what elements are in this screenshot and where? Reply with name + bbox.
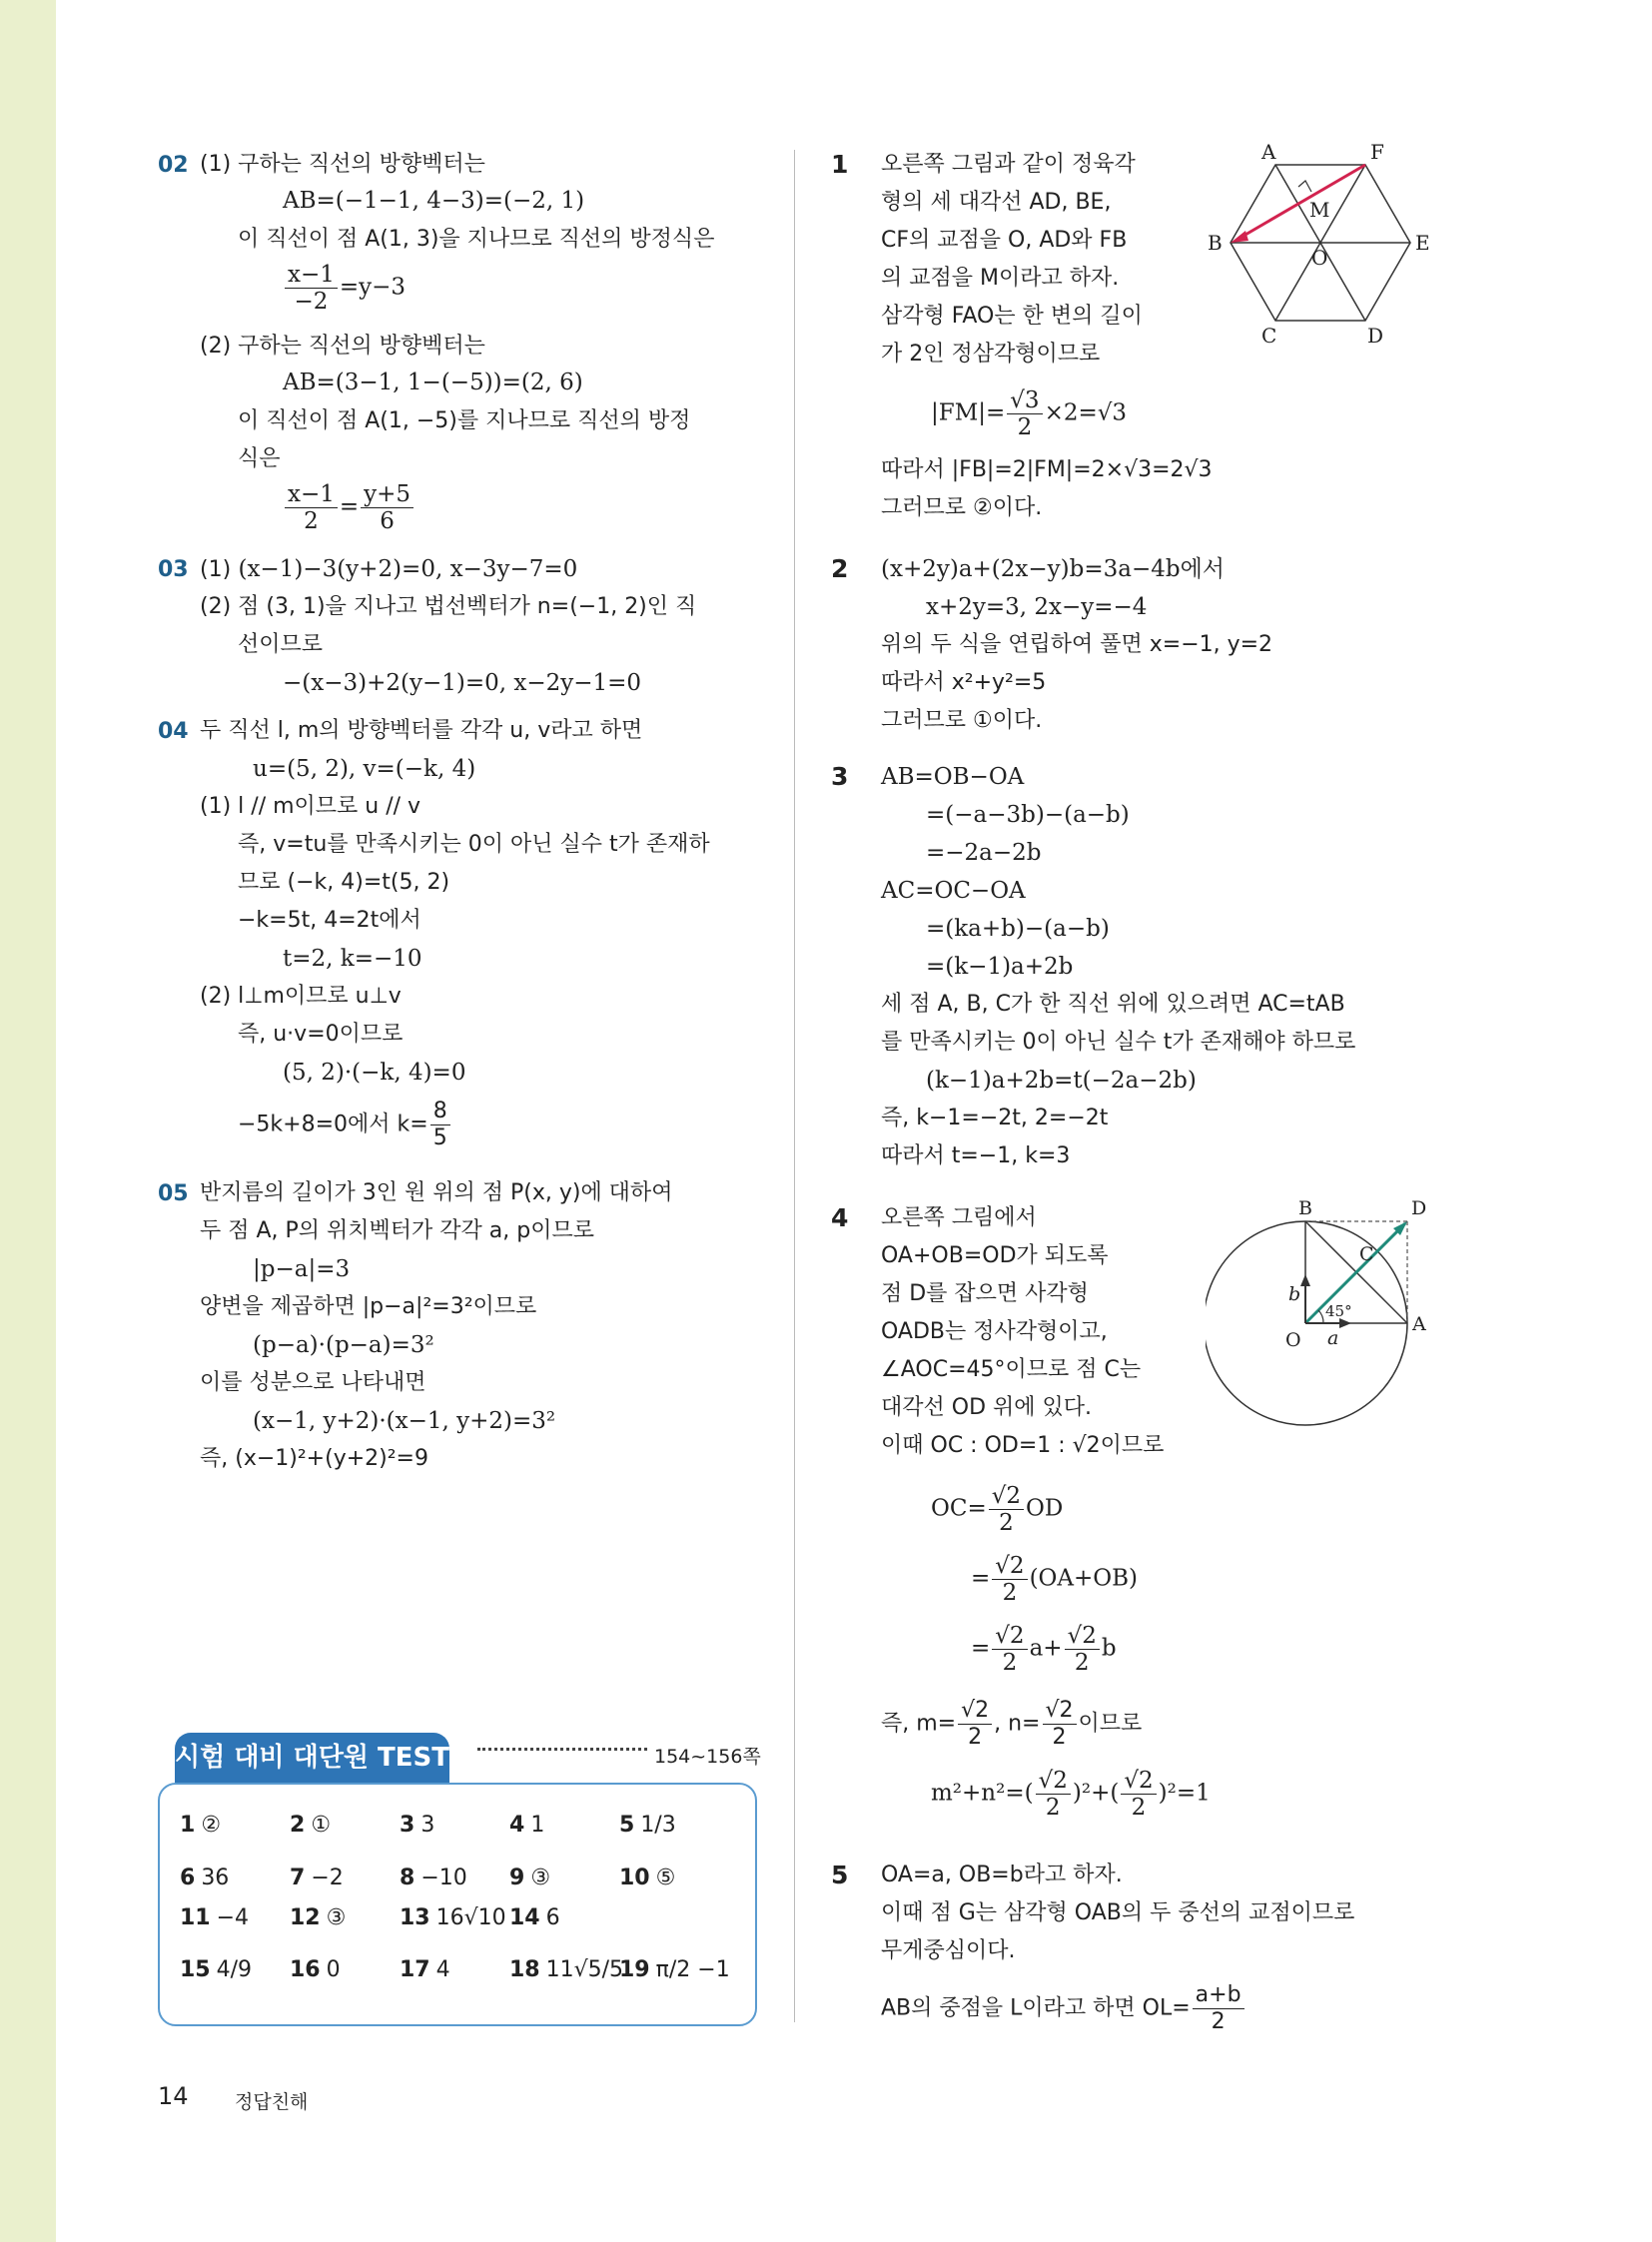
- text-line: 세 점 A, B, C가 한 직선 위에 있으려면 AC=tAB: [881, 992, 1345, 1017]
- footer-label: 정답친해: [235, 2091, 309, 2113]
- equation: u=(5, 2), v=(−k, 4): [253, 756, 476, 782]
- text-line: 이를 성분으로 나타내면: [200, 1370, 426, 1395]
- text-line: OA=a, OB=b라고 하자.: [881, 1863, 1123, 1887]
- vector-OD: [1305, 1223, 1405, 1323]
- problem-4: 4: [831, 1203, 849, 1232]
- text-line: −5k+8=0에서 k= $\frac{8}{5}$: [238, 1099, 452, 1151]
- hexagon-figure: [1196, 135, 1465, 360]
- text-line: (2) 구하는 직선의 방향벡터는: [200, 334, 485, 359]
- text-line: 위의 두 식을 연립하여 풀면 x=−1, y=2: [881, 632, 1273, 657]
- text-line: 를 만족시키는 0이 아닌 실수 t가 존재해야 하므로: [881, 1030, 1356, 1055]
- text-line: 즉, k−1=−2t, 2=−2t: [881, 1106, 1109, 1130]
- label-A: A: [1261, 140, 1276, 164]
- equation: (5, 2)·(−k, 4)=0: [283, 1060, 466, 1086]
- label-A: A: [1412, 1313, 1426, 1335]
- problem-2: 2: [831, 554, 849, 583]
- text-line: 즉, u·v=0이므로: [238, 1022, 404, 1047]
- text-line: 즉, m= $\frac{√2}{2}$ , n= $\frac{√2}{2}$ 이므로: [881, 1698, 1143, 1750]
- text-line: 즉, (x−1)²+(y+2)²=9: [200, 1446, 428, 1471]
- text-line: 형의 세 대각선 AD, BE,: [881, 190, 1112, 215]
- text-line: 므로 (−k, 4)=t(5, 2): [238, 870, 450, 895]
- label-D: D: [1367, 324, 1384, 348]
- text-line: 무게중심이다.: [881, 1938, 1016, 1963]
- text-line: 즉, v=tu를 만족시키는 0이 아닌 실수 t가 존재하: [238, 832, 710, 857]
- text-line: −k=5t, 4=2t에서: [238, 908, 421, 933]
- label-B: B: [1298, 1198, 1312, 1219]
- equation: (k−1)a+2b=t(−2a−2b): [926, 1068, 1197, 1094]
- equation: =(−a−3b)−(a−b): [926, 802, 1130, 828]
- problem-02: [158, 150, 189, 181]
- text-line: (1) 구하는 직선의 방향벡터는: [200, 152, 485, 177]
- equation: t=2, k=−10: [283, 946, 422, 972]
- text-line: ∠AOC=45°이므로 점 C는: [881, 1357, 1142, 1382]
- text-line: 양변을 제곱하면 |p−a|²=3²이므로: [200, 1294, 537, 1319]
- test-title-tab: 시험 대비 대단원 TEST: [175, 1733, 449, 1783]
- text-line: 점 D를 잡으면 사각형: [881, 1281, 1089, 1306]
- equation: $\frac{x-1}{2}$ = $\frac{y+5}{6}$: [283, 481, 415, 534]
- equation: =(ka+b)−(a−b): [926, 916, 1110, 942]
- equation: OC= $\frac{√2}{2}$ OD: [931, 1483, 1064, 1536]
- page-number: 14: [158, 2082, 189, 2110]
- label-E: E: [1415, 231, 1430, 255]
- answer-item: 7 −2: [290, 1866, 344, 1890]
- equation: $\frac{x-1}{-2}$ =y−3: [283, 262, 406, 315]
- equation: |FM|= $\frac{√3}{2}$ ×2=√3: [931, 387, 1128, 440]
- equation: x+2y=3, 2x−y=−4: [926, 594, 1148, 620]
- text-line: 식은: [238, 446, 281, 471]
- label-O: O: [1285, 1329, 1301, 1351]
- text-line: OADB는 정사각형이고,: [881, 1319, 1108, 1344]
- test-pages: 154~156쪽: [654, 1746, 761, 1768]
- text-line: 이때 OC : OD=1 : √2이므로: [881, 1433, 1165, 1458]
- answer-item: 14 6: [509, 1905, 560, 1930]
- answer-item: 3 3: [400, 1813, 435, 1838]
- answer-item: 19 π/2 −1: [619, 1957, 730, 1982]
- problem-05: 05: [158, 1181, 189, 1206]
- problem-5: 5: [831, 1861, 849, 1889]
- answer-item: 1 ②: [180, 1813, 222, 1838]
- text-line: CF의 교점을 O, AD와 FB: [881, 228, 1128, 253]
- problem-number: 02: [158, 153, 189, 178]
- text-line: 따라서 x²+y²=5: [881, 670, 1047, 695]
- equation: (x+2y)a+(2x−y)b=3a−4b에서: [881, 556, 1226, 582]
- equation: AC=OC−OA: [881, 878, 1026, 904]
- answer-item: 18 11√5/5: [509, 1957, 624, 1982]
- equation: = $\frac{√2}{2}$ (OA+OB): [971, 1553, 1139, 1606]
- arrow-head-icon: [1300, 1274, 1310, 1286]
- label-O: O: [1311, 246, 1328, 270]
- label-C: C: [1359, 1243, 1374, 1265]
- text-line: 이때 점 G는 삼각형 OAB의 두 중선의 교점이므로: [881, 1900, 1355, 1925]
- circle-square-figure: [1206, 1198, 1465, 1428]
- text-line: (1) (x−1)−3(y+2)=0, x−3y−7=0: [200, 556, 578, 582]
- answer-item: 4 1: [509, 1813, 545, 1838]
- text-line: OA+OB=OD가 되도록: [881, 1243, 1109, 1268]
- answer-item: 15 4/9: [180, 1957, 253, 1982]
- vector-FB: [1239, 165, 1365, 239]
- answer-item: 16 0: [290, 1957, 341, 1982]
- text-line: (1) l // m이므로 u // v: [200, 794, 421, 819]
- answer-item: 12 ③: [290, 1905, 347, 1930]
- text-line: 오른쪽 그림과 같이 정육각: [881, 152, 1136, 177]
- text-line: (2) l⊥m이므로 u⊥v: [200, 984, 402, 1009]
- answer-item: 8 −10: [400, 1866, 467, 1890]
- answer-item: 6 36: [180, 1866, 230, 1890]
- label-b: b: [1288, 1283, 1301, 1305]
- text-line: 이 직선이 점 A(1, 3)을 지나므로 직선의 방정식은: [238, 227, 715, 252]
- equation: AB=OB−OA: [881, 764, 1025, 790]
- text-line: AB의 중점을 L이라고 하면 OL= $\frac{a+b}{2}$: [881, 1982, 1246, 2035]
- text-line: 그러므로 ②이다.: [881, 495, 1043, 520]
- label-a: a: [1327, 1327, 1339, 1349]
- answer-item: 9 ③: [509, 1866, 551, 1890]
- angle-arc: [1318, 1310, 1323, 1323]
- text-line: 가 2인 정삼각형이므로: [881, 342, 1101, 367]
- text-line: 따라서 |FB|=2|FM|=2×√3=2√3: [881, 457, 1213, 482]
- answer-item: 17 4: [400, 1957, 450, 1982]
- text-line: (2) 점 (3, 1)을 지나고 법선벡터가 n=(−1, 2)인 직: [200, 594, 697, 619]
- text-line: 따라서 t=−1, k=3: [881, 1143, 1071, 1168]
- page-margin-band: [0, 0, 56, 2242]
- problem-1: 1: [831, 150, 849, 179]
- equation: |p−a|=3: [253, 1256, 351, 1282]
- label-B: B: [1208, 231, 1223, 255]
- dotted-leader: [477, 1748, 647, 1751]
- label-D: D: [1411, 1198, 1427, 1219]
- equation: m²+n²=( $\frac{√2}{2}$ )²+( $\frac{√2}{2}$ )²=1: [931, 1768, 1211, 1821]
- equation: =−2a−2b: [926, 840, 1042, 866]
- text-line: 선이므로: [238, 632, 324, 657]
- label-F: F: [1370, 140, 1384, 164]
- answer-item: 10 ⑤: [619, 1866, 676, 1890]
- column-divider: [794, 150, 795, 2022]
- text-line: 두 직선 l, m의 방향벡터를 각각 u, v라고 하면: [200, 718, 643, 743]
- answer-item: 5 1/3: [619, 1813, 676, 1838]
- text-line: 삼각형 FAO는 한 변의 길이: [881, 304, 1143, 329]
- equation: −(x−3)+2(y−1)=0, x−2y−1=0: [283, 670, 642, 696]
- answer-item: 2 ①: [290, 1813, 332, 1838]
- text-line: 그러므로 ①이다.: [881, 708, 1043, 733]
- text-line: 반지름의 길이가 3인 원 위의 점 P(x, y)에 대하여: [200, 1180, 673, 1205]
- right-angle-mark: [1298, 181, 1311, 192]
- answer-item: 13 16√10: [400, 1905, 506, 1930]
- label-C: C: [1261, 324, 1277, 348]
- answer-item: 11 −4: [180, 1905, 250, 1930]
- text-line: 대각선 OD 위에 있다.: [881, 1395, 1092, 1420]
- label-angle: 45°: [1325, 1302, 1352, 1320]
- problem-04: 04: [158, 719, 189, 744]
- text-line: 이 직선이 점 A(1, −5)를 지나므로 직선의 방정: [238, 408, 691, 433]
- text-line: 오른쪽 그림에서: [881, 1205, 1037, 1230]
- equation: AB=(−1−1, 4−3)=(−2, 1): [283, 188, 585, 214]
- equation: =(k−1)a+2b: [926, 954, 1074, 980]
- equation: (p−a)·(p−a)=3²: [253, 1332, 434, 1358]
- problem-03: 03: [158, 557, 189, 582]
- equation: = $\frac{√2}{2}$ a+ $\frac{√2}{2}$ b: [971, 1623, 1117, 1676]
- problem-3: 3: [831, 762, 849, 791]
- equation: (x−1, y+2)·(x−1, y+2)=3²: [253, 1408, 556, 1434]
- label-M: M: [1309, 198, 1330, 222]
- text-line: 의 교점을 M이라고 하자.: [881, 266, 1120, 291]
- text-line: 두 점 A, P의 위치벡터가 각각 a, p이므로: [200, 1218, 594, 1243]
- equation: AB=(3−1, 1−(−5))=(2, 6): [283, 370, 583, 395]
